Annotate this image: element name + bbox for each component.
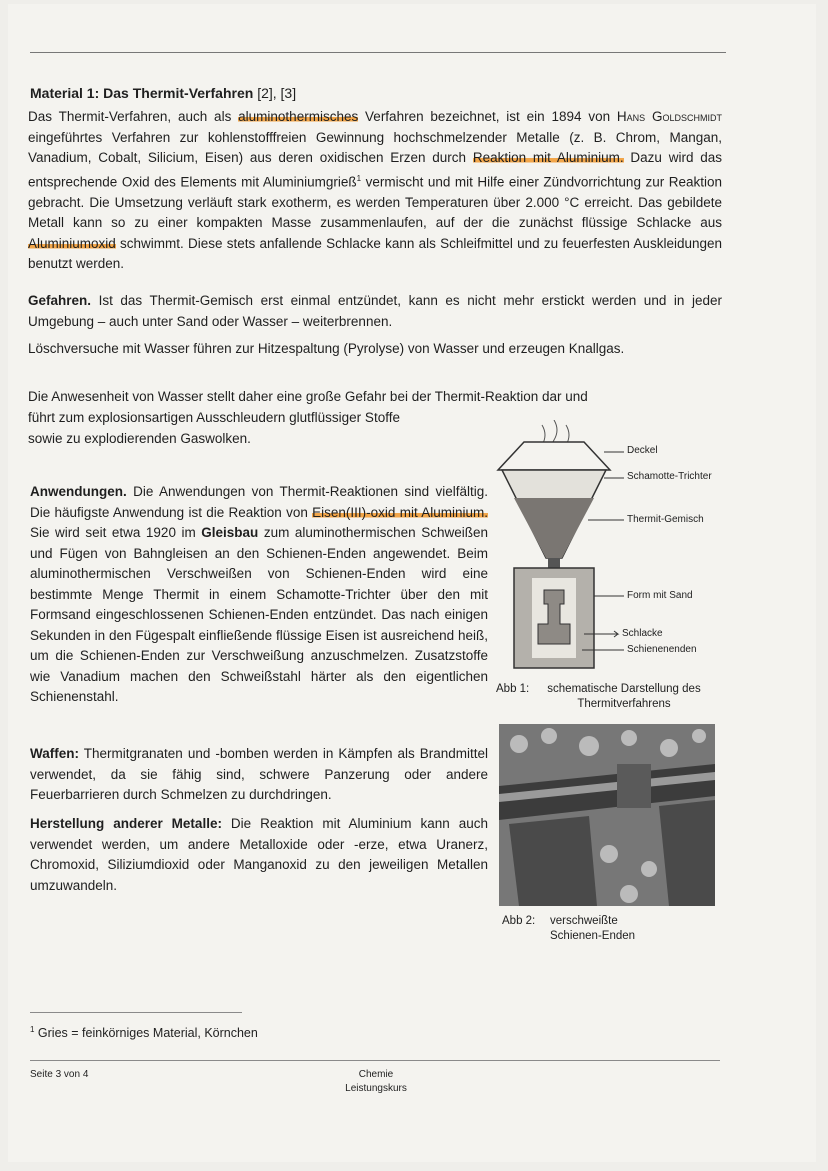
heading-title: Material 1: Das Thermit-Verfahren bbox=[30, 85, 254, 101]
label-trichter: Schamotte-Trichter bbox=[627, 471, 712, 482]
gefahren-label: Gefahren. bbox=[28, 293, 92, 308]
material-heading bbox=[30, 83, 720, 104]
label-form: Form mit Sand bbox=[627, 590, 693, 601]
anwendungen-text: zum aluminothermischen Schweißen und Fügen von Bahngleisen an den Schienen-Enden angewendet. Beim aluminothermischen Verschweißen von Schienen-Enden wird eine bestimmte Menge Thermit in einem Schamotte-Trichter über den mit Formsand eingeschlossenen Schienen-Enden entzündet. Das nach einigen Sekunden in den Fügespalt einfließende flüssige Eisen ist ausreichend heiß, um die Schienen-Enden zur Verschweißung anzuschmelzen. Zusatzstoffe wie Vanadium machen den Schweißstahl härter als den eigentlichen Schienenstahl. bbox=[30, 525, 488, 704]
figure1-caption-num: Abb 1: bbox=[496, 683, 530, 695]
page-number: Seite 3 von 4 bbox=[30, 1069, 89, 1080]
intro-text: vermischt und mit Hilfe einer Zündvorrichtung zur Reaktion gebracht. Die Umsetzung verläuft stark exotherm, es werden Temperaturen über 2.000 °C erreicht. Das gebildete Metall kann so zu einer kompakten Masse zusammenlaufen, auf der die zunächst flüssige Schlacke aus bbox=[28, 174, 722, 230]
loeschversuche-paragraph: Löschversuche mit Wasser führen zur Hitzespaltung (Pyrolyse) von Wasser und erzeugen Knallgas. bbox=[28, 341, 625, 356]
thermit-diagram bbox=[492, 420, 722, 678]
intro-paragraph bbox=[28, 107, 722, 275]
label-schienenenden: Schienenenden bbox=[627, 644, 697, 655]
waffen-label: Waffen: bbox=[30, 746, 79, 761]
label-schlacke: Schlacke bbox=[622, 628, 663, 639]
highlight-eisenoxid: Eisen(III)-oxid mit Aluminium. bbox=[312, 504, 488, 520]
waffen-text: Thermitgranaten und -bomben werden in Kämpfen als Brandmittel verwendet, da sie fähig sind, schwere Panzerung oder andere Feuerbarrieren durch Schmelzen zu durchdringen. bbox=[30, 746, 488, 802]
footer-course: Leistungskurs bbox=[345, 1083, 407, 1094]
author-name: Hans Goldschmidt bbox=[616, 109, 723, 124]
footer-subject: Chemie bbox=[358, 1069, 394, 1080]
figure2-caption-num: Abb 2: bbox=[502, 915, 536, 927]
anwendungen-paragraph bbox=[30, 482, 488, 708]
header-rule bbox=[30, 52, 726, 53]
waffen-paragraph bbox=[30, 744, 488, 806]
intro-text: Dazu wird das entsprechende Oxid des Elements mit Aluminiumgrieß bbox=[28, 150, 722, 189]
document-page bbox=[8, 4, 816, 1162]
funnel-outlet bbox=[548, 558, 560, 568]
highlight-aluminothermisch: aluminothermisches bbox=[238, 109, 359, 124]
highlight-reaktion: Reaktion mit Aluminium. bbox=[472, 150, 624, 165]
figure1-caption-text: schematische Darstellung des Thermitverfahrens bbox=[547, 683, 701, 710]
footer-rule bbox=[30, 1060, 720, 1061]
herstellung-label: Herstellung anderer Metalle: bbox=[30, 816, 222, 831]
intro-text: Verfahren bezeichnet, ist ein 1894 von bbox=[358, 109, 617, 124]
wasser-line-3: sowie zu explodierenden Gaswolken. bbox=[28, 431, 251, 446]
gefahren-text: Ist das Thermit-Gemisch erst einmal entzündet, kann es nicht mehr erstickt werden und in jeder Umgebung – auch unter Sand oder Wasser – weiterbrennen. bbox=[28, 293, 722, 329]
herstellung-paragraph bbox=[30, 814, 488, 896]
herstellung-text: Die Reaktion mit Aluminium kann auch verwendet werden, um andere Metalloxide oder -erze, etwa Uranerz, Chromoxid, Siliziumdioxid oder Manganoxid zu den jeweiligen Metallen umzuwandeln. bbox=[30, 816, 488, 893]
lid-shape bbox=[498, 442, 610, 470]
footnote bbox=[30, 1020, 430, 1044]
gleisbau-term: Gleisbau bbox=[201, 525, 259, 540]
wasser-line-1: Die Anwesenheit von Wasser stellt daher eine große Gefahr bei der Thermit-Reaktion dar und bbox=[28, 389, 588, 404]
intro-text: schwimmt. Diese stets anfallende Schlacke kann als Schleifmittel und zu feuerfesten Auskleidungen benutzt werden. bbox=[28, 235, 722, 271]
rail-photo bbox=[499, 724, 715, 906]
wasser-line-2: führt zum explosionsartigen Ausschleudern glutflüssiger Stoffe bbox=[28, 410, 400, 425]
heading-refs: [2], [3] bbox=[257, 85, 297, 101]
highlight-aluminiumoxid: Aluminiumoxid bbox=[28, 235, 116, 251]
anwendungen-label: Anwendungen. bbox=[30, 484, 127, 499]
anwendungen-text: Die Anwendungen von Thermit-Reaktionen sind vielfältig. Die häufigste Anwendung ist die Reaktion von bbox=[30, 484, 488, 520]
footnote-text: Gries = feinkörniges Material, Körnchen bbox=[34, 1026, 258, 1041]
label-deckel: Deckel bbox=[627, 445, 658, 456]
intro-text: Das Thermit-Verfahren, auch als bbox=[28, 109, 239, 124]
footnote-rule bbox=[30, 1012, 242, 1013]
footnote-ref: 1 bbox=[356, 173, 362, 183]
footnote-mark: 1 bbox=[30, 1025, 35, 1034]
intro-text: eingeführtes Verfahren zur kohlenstofffreien Gewinnung hochschmelzender Metalle (z. B. Chrom, Mangan, Vanadium, Cobalt, Silicium, Eisen) aus deren oxidischen Erzen durch bbox=[28, 129, 722, 165]
label-gemisch: Thermit-Gemisch bbox=[627, 514, 704, 525]
anwendungen-text: Sie wird seit etwa 1920 im bbox=[30, 525, 202, 540]
gefahren-paragraph bbox=[28, 291, 722, 332]
figure2-caption-text: verschweißte Schienen-Enden bbox=[550, 915, 636, 942]
thermit-mixture bbox=[514, 498, 594, 558]
